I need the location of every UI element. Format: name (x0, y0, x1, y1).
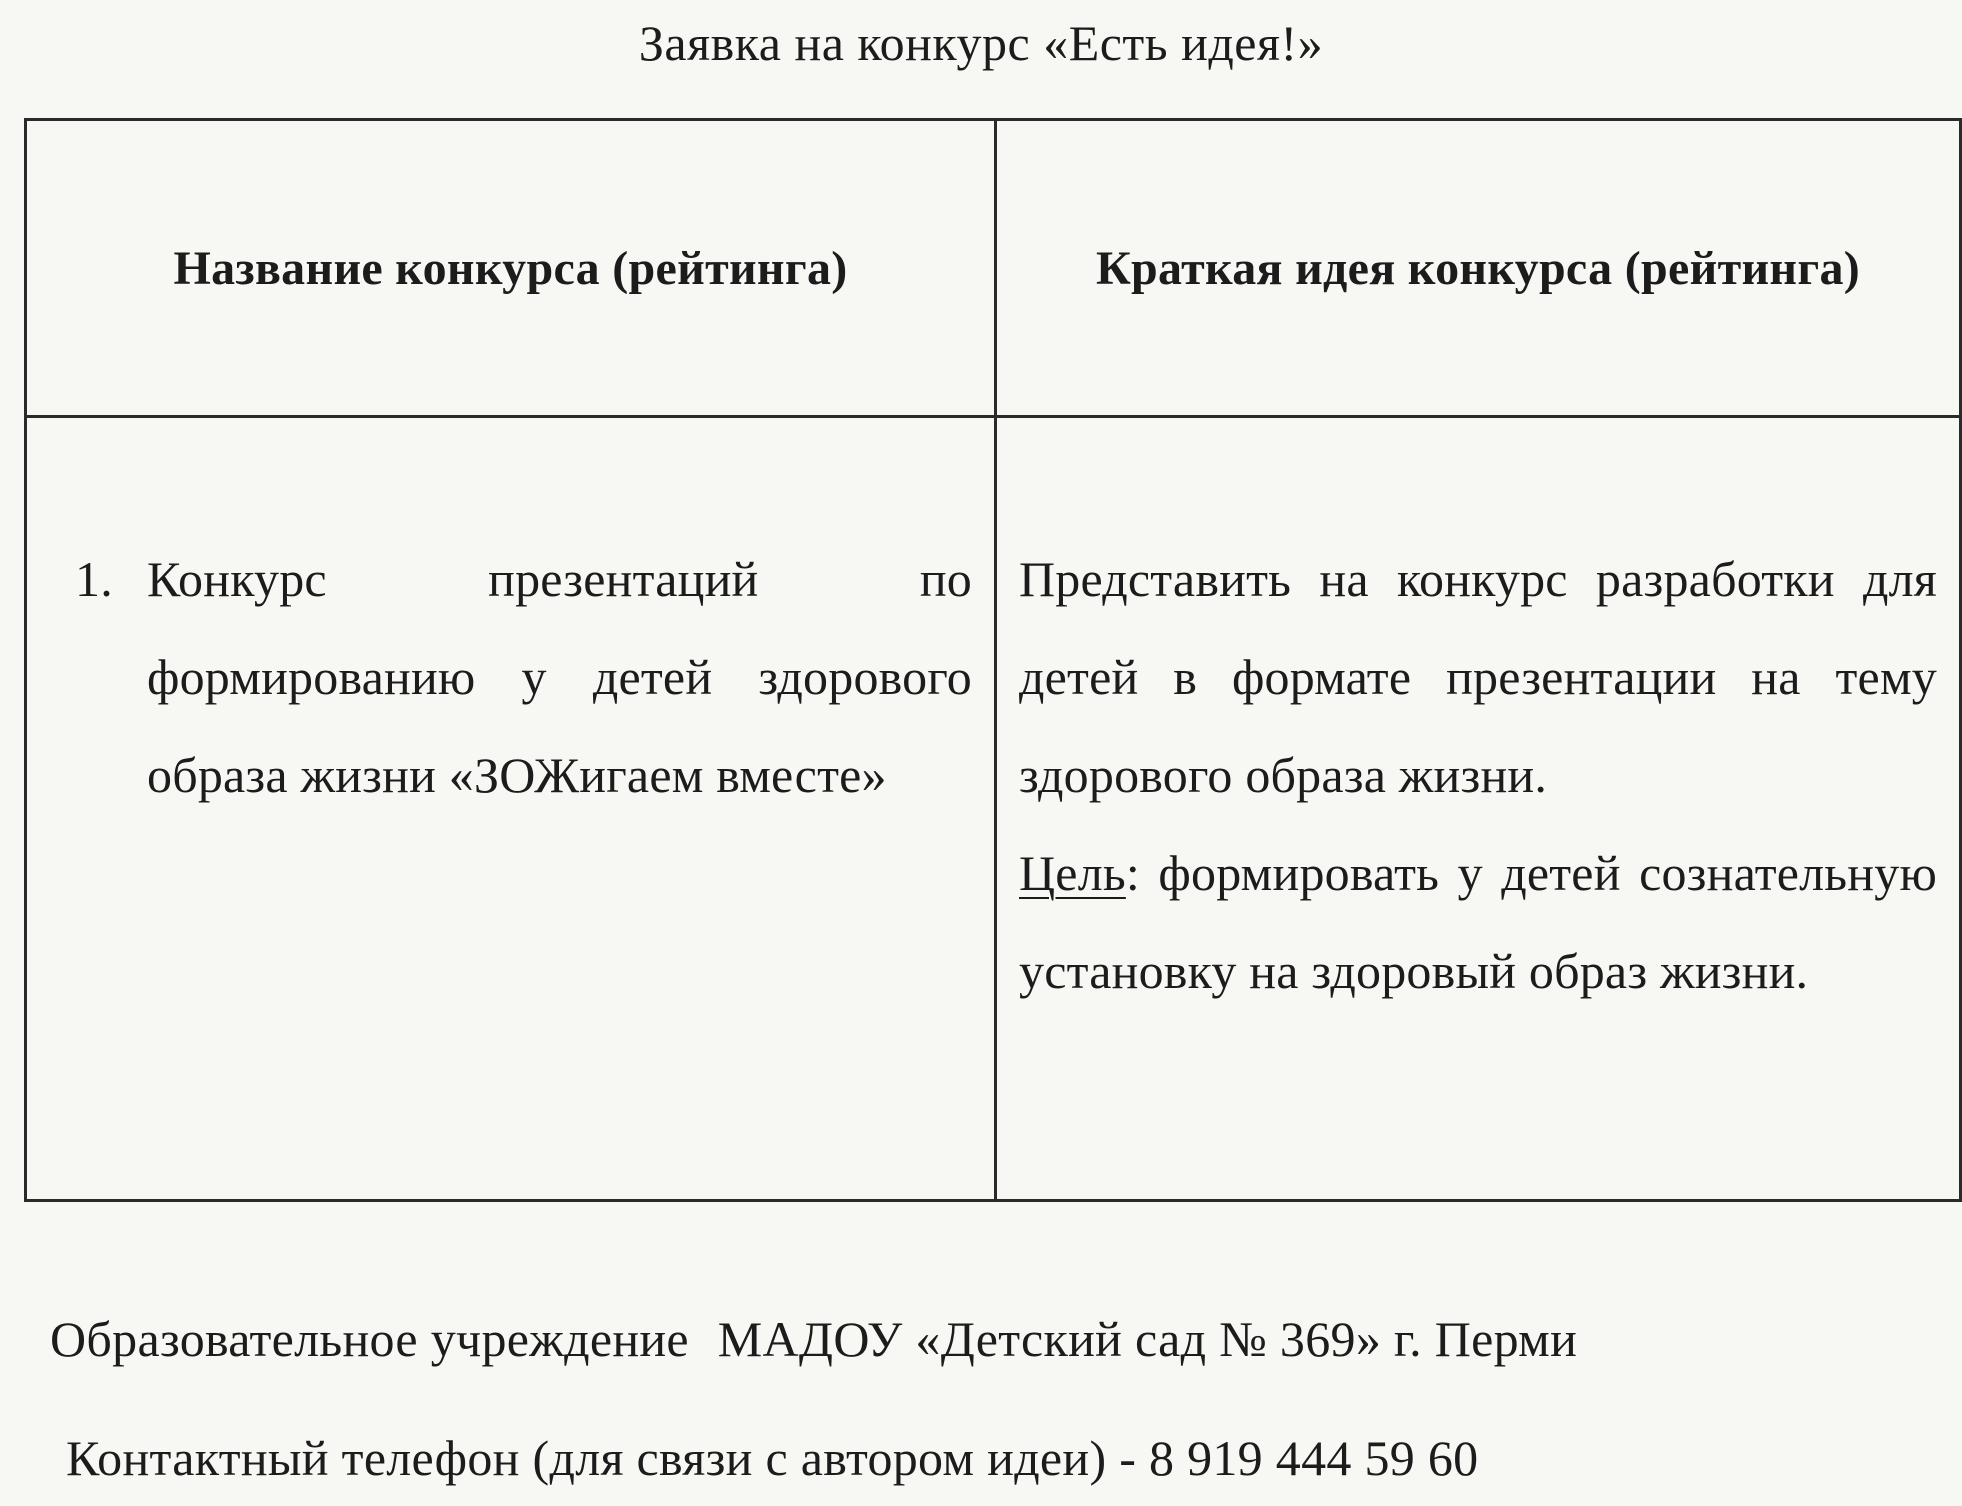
contest-idea-cell (996, 417, 1961, 1201)
organization-value: МАДОУ «Детский сад № 369» г. Перми (717, 1311, 1578, 1367)
contact-phone-line: Контактный телефон (для связи с автором идеи) - 8 919 444 59 60 (66, 1430, 1479, 1486)
goal-colon: : (1125, 845, 1140, 901)
table-header-row (26, 120, 1961, 417)
contest-name-text: Конкурс презентаций по формированию у детей здорового образа жизни «ЗОЖигаем вместе» (147, 551, 972, 803)
organization-label: Образовательное учреждение (50, 1311, 689, 1367)
row-number: 1. (75, 551, 113, 607)
column-header-name: Название конкурса (рейтинга) (26, 120, 996, 417)
application-table (24, 118, 1962, 1202)
goal-label: Цель (1019, 845, 1126, 901)
column-header-idea: Краткая идея конкурса (рейтинга) (996, 120, 1961, 417)
document-title: Заявка на конкурс «Есть идея!» (638, 15, 1324, 71)
contest-name (75, 530, 972, 824)
organization-line (50, 1304, 1577, 1374)
contest-idea: Представить на конкурс разработки для детей в формате презентации на тему здорового образа жизни. (1019, 551, 1937, 803)
table-row (26, 417, 1961, 1201)
contest-name-cell (26, 417, 996, 1201)
goal-text: формировать у детей сознательную установку на здоровый образ жизни. (1019, 845, 1938, 999)
contest-goal (1019, 824, 1937, 1020)
